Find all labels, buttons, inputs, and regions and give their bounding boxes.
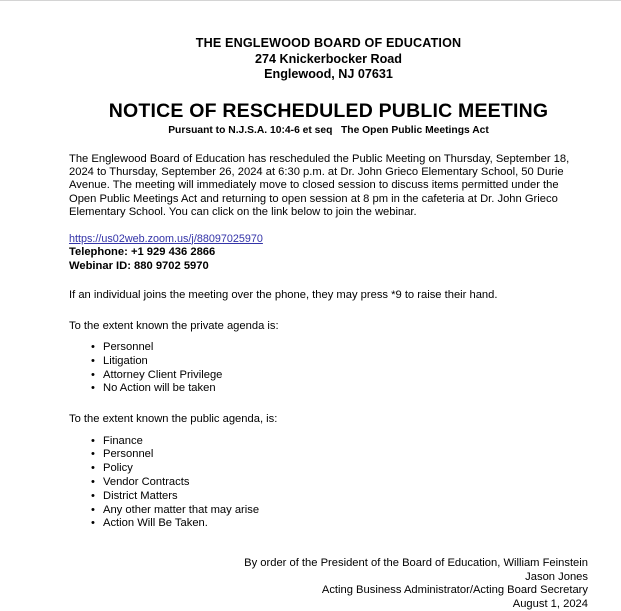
list-item-label: Any other matter that may arise <box>103 503 260 516</box>
webinar-id-line: Webinar ID: 880 9702 5970 <box>69 259 209 272</box>
bullet-icon: • <box>91 517 95 530</box>
bullet-icon: • <box>91 354 95 367</box>
city-state-zip: Englewood, NJ 07631 <box>264 67 393 81</box>
list-item <box>69 462 588 476</box>
document-subtitle: Pursuant to N.J.S.A. 10:4-6 et seq The Open Public Meetings Act <box>168 124 489 136</box>
public-agenda-intro: To the extent known the public agenda, is: <box>69 413 278 426</box>
bullet-icon: • <box>91 382 95 395</box>
body-paragraph: The Englewood Board of Education has rescheduled the Public Meeting on Thursday, September 18, 2024 to Thursday, September 26, 2024 at 6:30 p.m. at Dr. John Grieco Elementary School, 50 Durie Avenue. The meeting will immediately move to closed session to discuss items permitted under the Open Public Meetings Act and returning to open session at 8 pm in the cafeteria at Dr. John Grieco Elementary School. You can click on the link below to join the webinar. <box>69 152 570 219</box>
private-agenda-intro: To the extent known the private agenda is: <box>69 319 279 332</box>
list-item-label: Policy <box>103 462 133 475</box>
list-item <box>69 435 588 449</box>
document-content <box>69 0 588 611</box>
list-item-label: Personnel <box>103 448 154 461</box>
list-item <box>69 476 588 490</box>
list-item <box>69 382 588 396</box>
private-agenda-list <box>69 341 588 396</box>
list-item-label: District Matters <box>103 489 178 502</box>
bullet-icon: • <box>91 434 95 447</box>
signature-line-name: Jason Jones <box>525 570 588 583</box>
list-item <box>69 355 588 369</box>
street-address: 274 Knickerbocker Road <box>255 51 402 66</box>
list-item-label: No Action will be taken <box>103 382 216 395</box>
organization-name: THE ENGLEWOOD BOARD OF EDUCATION <box>195 36 462 50</box>
list-item <box>69 448 588 462</box>
list-item <box>69 490 588 504</box>
list-item-label: Action Will Be Taken. <box>103 517 208 530</box>
title-block <box>69 100 588 137</box>
bullet-icon: • <box>91 448 95 461</box>
list-item <box>69 504 588 518</box>
list-item <box>69 517 588 531</box>
list-item <box>69 341 588 355</box>
bullet-icon: • <box>91 475 95 488</box>
signature-block <box>69 557 588 611</box>
zoom-link-row <box>69 233 588 246</box>
webinar-details <box>69 233 588 274</box>
bullet-icon: • <box>91 340 95 353</box>
document-title: NOTICE OF RESCHEDULED PUBLIC MEETING <box>108 99 549 122</box>
phone-instruction-paragraph: If an individual joins the meeting over the phone, they may press *9 to raise their hand. <box>69 289 498 302</box>
telephone-line: Telephone: +1 929 436 2866 <box>69 245 216 258</box>
signature-line-order: By order of the President of the Board of Education, William Feinstein <box>244 557 588 570</box>
signature-line-date: August 1, 2024 <box>512 597 588 610</box>
signature-line-title: Acting Business Administrator/Acting Board Secretary <box>321 584 588 597</box>
list-item <box>69 369 588 383</box>
list-item-label: Personnel <box>103 340 154 353</box>
bullet-icon: • <box>91 503 95 516</box>
letterhead <box>69 0 588 83</box>
bullet-icon: • <box>91 489 95 502</box>
list-item-label: Attorney Client Privilege <box>103 368 223 381</box>
list-item-label: Finance <box>103 434 143 447</box>
bullet-icon: • <box>91 368 95 381</box>
list-item-label: Vendor Contracts <box>103 475 190 488</box>
list-item-label: Litigation <box>103 354 148 367</box>
public-agenda-list <box>69 435 588 532</box>
zoom-meeting-link[interactable]: https://us02web.zoom.us/j/88097025970 <box>69 232 263 245</box>
bullet-icon: • <box>91 462 95 475</box>
